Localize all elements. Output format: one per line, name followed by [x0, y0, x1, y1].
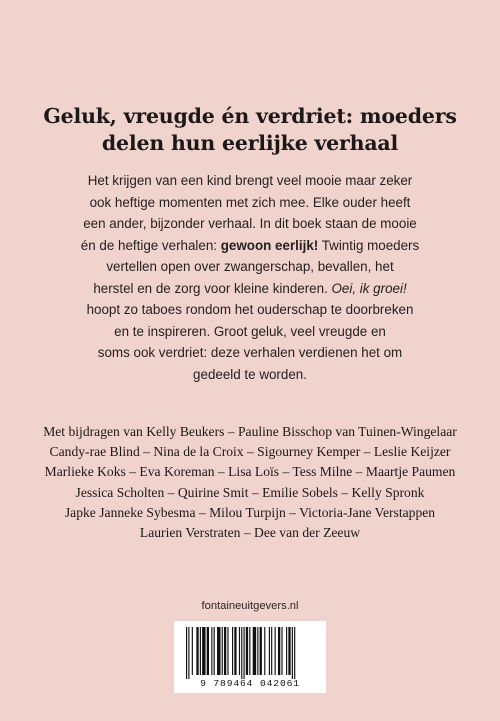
- barcode-bar: [224, 627, 226, 675]
- headline-line: delen hun eerlijke verhaal: [101, 131, 399, 155]
- barcode-bar: [292, 627, 293, 679]
- isbn-number: 9 789464 042061: [200, 678, 300, 689]
- headline: [40, 103, 460, 157]
- contributors-line: Candy-rae Blind – Nina de la Croix – Sigourney Kemper – Leslie Keijzer: [49, 444, 451, 460]
- barcode-bar: [232, 627, 233, 675]
- blurb-line: een ander, bijzonder verhaal. In dit boek staan de mooie: [83, 216, 417, 231]
- headline-line: Geluk, vreugde én verdriet: moeders: [43, 104, 457, 128]
- barcode-bar: [271, 627, 272, 675]
- contributors-line: Laurien Verstraten – Dee van der Zeeuw: [139, 525, 361, 541]
- contributors-list: [20, 422, 480, 543]
- barcode-bar: [202, 627, 205, 675]
- barcode-bar: [244, 627, 245, 679]
- blurb-text-segment: én de heftige verhalen:: [80, 237, 221, 253]
- blurb-line: [60, 278, 440, 300]
- barcode-bar: [207, 627, 209, 675]
- barcode-bar: [196, 627, 198, 675]
- blurb-line: vertellen open over zwangerschap, bevallen, het: [106, 259, 394, 274]
- contributors-line: Marlieke Koks – Eva Koreman – Lisa Loïs – Tess Milne – Maartje Paumen: [44, 464, 456, 480]
- barcode-bar: [288, 627, 290, 675]
- barcode-bar: [241, 627, 242, 679]
- barcode-bar: [264, 627, 265, 675]
- blurb-text-segment: herstel en de zorg voor kleine kinderen.: [93, 280, 332, 296]
- barcode-bar: [286, 627, 287, 675]
- barcode-bar: [234, 627, 236, 675]
- blurb-line: hoopt zo taboes rondom het ouderschap te doorbreken: [86, 302, 414, 317]
- contributors-line: Met bijdragen van Kelly Beukers – Pauline Bisschop van Tuinen-Wingelaar: [43, 424, 457, 439]
- barcode-bar: [217, 627, 220, 675]
- barcode-bar: [188, 627, 189, 679]
- barcode-bar: [278, 627, 280, 675]
- blurb-emphasis: gewoon eerlijk!: [220, 237, 319, 253]
- blurb-line: soms ook verdriet: deze verhalen verdienen het om: [97, 345, 403, 360]
- barcode-bar: [275, 627, 276, 675]
- barcode-bar: [192, 627, 193, 675]
- barcode-bar: [222, 627, 223, 675]
- barcode-bar: [281, 627, 282, 675]
- barcode-bar: [227, 627, 228, 675]
- barcode-bar: [211, 627, 212, 675]
- book-title-italic: Oei, ik groei!: [331, 280, 407, 296]
- barcode-bar: [249, 627, 250, 675]
- isbn-barcode: [174, 621, 326, 693]
- barcode-bar: [253, 627, 256, 675]
- barcode-bar: [239, 627, 240, 675]
- barcode-bar: [214, 627, 215, 675]
- contributors-line: Japke Janneke Sybesma – Milou Turpijn – Victoria-Jane Verstappen: [64, 504, 436, 520]
- barcode-bar: [246, 627, 248, 675]
- barcode-bar: [260, 627, 262, 675]
- blurb-line: ook heftige momenten met zich mee. Elke ouder heeft: [89, 194, 411, 210]
- barcode-bar: [294, 627, 295, 679]
- contributors-line: Jessica Scholten – Quirine Smit – Emilie Sobels – Kelly Spronk: [75, 484, 425, 500]
- blurb-text: [60, 170, 440, 385]
- barcode-bar: [186, 627, 187, 679]
- barcode-bar: [269, 627, 270, 675]
- blurb-line: en te inspireren. Groot geluk, veel vreugde en: [114, 323, 386, 339]
- blurb-line: Het krijgen van een kind brengt veel mooie maar zeker: [87, 173, 413, 188]
- barcode-bar: [257, 627, 258, 675]
- publisher-website: fontaineuitgevers.nl: [201, 600, 299, 612]
- blurb-line: [60, 235, 440, 257]
- barcode-bar: [200, 627, 201, 675]
- blurb-line: gedeeld te worden.: [193, 366, 307, 382]
- blurb-text-segment: Twintig moeders: [318, 237, 420, 253]
